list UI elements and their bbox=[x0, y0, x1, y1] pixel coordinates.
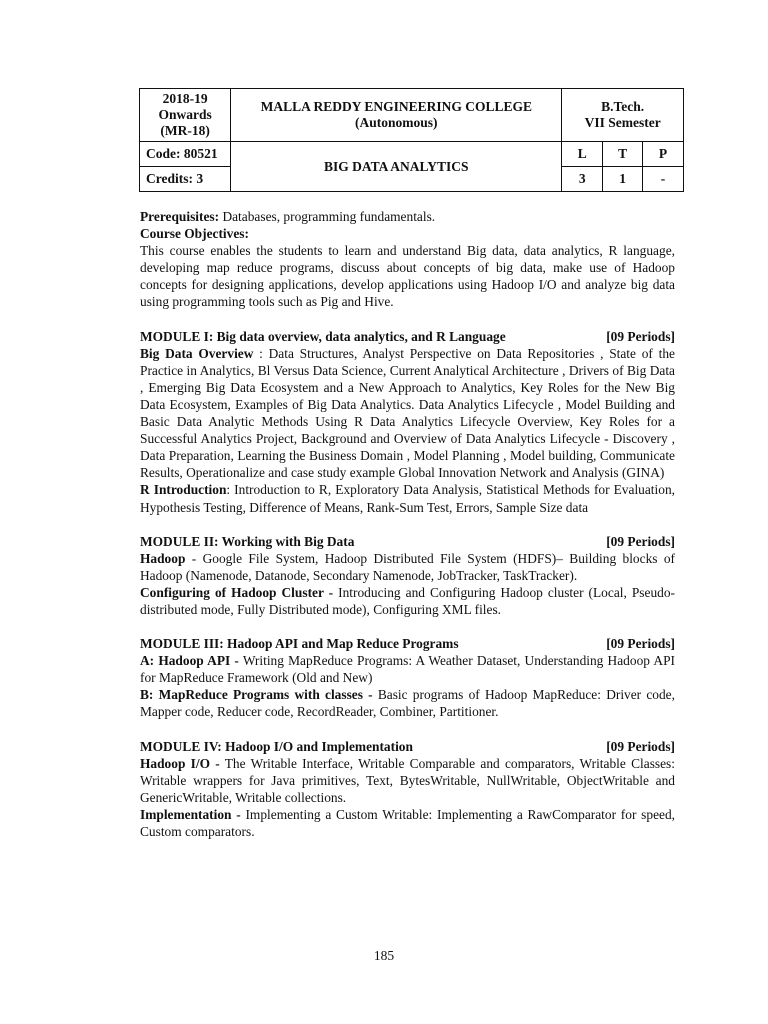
topic-text: : Introduction to R, Exploratory Data Analysis, Statistical Methods for Evaluation, Hypothesis Testing, Difference of Means, Rank-Sum Test, Errors, Sample Size data bbox=[140, 482, 675, 515]
year-line: Onwards bbox=[158, 107, 212, 122]
course-credits: Credits: 3 bbox=[140, 167, 231, 192]
module-heading bbox=[140, 738, 675, 755]
section-gap bbox=[140, 618, 675, 635]
topic-text: The Writable Interface, Writable Comparable and comparators, Writable Classes: Writable wrappers for Java primitives, Text, BytesWritable, NullWritable, ObjectWritable and GenericWritable, Writable collections. bbox=[140, 755, 675, 805]
semester-label: VII Semester bbox=[584, 115, 661, 130]
prerequisites-label: Prerequisites: bbox=[140, 209, 220, 224]
year-line: 2018-19 bbox=[162, 91, 208, 106]
course-code: Code: 80521 bbox=[140, 142, 231, 167]
topic-label: A: Hadoop API - bbox=[140, 653, 239, 669]
syllabus-body bbox=[140, 208, 675, 840]
topic-label: B: MapReduce Programs with classes - bbox=[140, 687, 373, 703]
college-name: MALLA REDDY ENGINEERING COLLEGE bbox=[260, 99, 532, 114]
topic-text: Introducing and Configuring Hadoop cluster (Local, Pseudo-distributed mode, Fully Distributed mode), Configuring XML files. bbox=[140, 584, 675, 617]
objectives-text: This course enables the students to learn and understand Big data, data analytics, R language, developing map reduce programs, discuss about concepts of big data, make use of Hadoop concepts for designing applications, develop applications using Hadoop I/O and analyze big data using programming tools such as Pig and Hive. bbox=[140, 243, 675, 310]
ltp-header-l: L bbox=[562, 142, 603, 167]
prerequisites-text: Databases, programming fundamentals. bbox=[219, 209, 436, 224]
ltp-value-t: 1 bbox=[603, 167, 643, 192]
topic-label: Hadoop I/O - bbox=[140, 755, 220, 771]
module-periods: [09 Periods] bbox=[606, 738, 675, 754]
course-title: BIG DATA ANALYTICS bbox=[231, 142, 562, 192]
degree-label: B.Tech. bbox=[601, 99, 645, 114]
section-gap bbox=[140, 721, 675, 738]
module-paragraph bbox=[140, 481, 675, 515]
module-paragraph bbox=[140, 345, 675, 482]
module-heading bbox=[140, 328, 675, 345]
prerequisites bbox=[140, 208, 675, 225]
module-paragraph bbox=[140, 652, 675, 686]
year-line: (MR-18) bbox=[160, 123, 210, 138]
module-paragraph bbox=[140, 550, 675, 584]
topic-text: Writing MapReduce Programs: A Weather Dataset, Understanding Hadoop API for MapReduce Framework (Old and New) bbox=[140, 653, 675, 686]
module-paragraph bbox=[140, 755, 675, 806]
topic-label: Big Data Overview bbox=[140, 345, 254, 361]
module-heading bbox=[140, 635, 675, 652]
module-title: MODULE II: Working with Big Data bbox=[140, 533, 355, 549]
module-title: MODULE IV: Hadoop I/O and Implementation bbox=[140, 738, 413, 754]
topic-label: Implementation - bbox=[140, 806, 241, 822]
year-cell bbox=[140, 89, 231, 142]
module-periods: [09 Periods] bbox=[606, 328, 675, 344]
college-cell bbox=[231, 89, 562, 142]
module-title: MODULE III: Hadoop API and Map Reduce Programs bbox=[140, 636, 459, 652]
topic-label: R Introduction bbox=[140, 482, 227, 498]
module-heading bbox=[140, 533, 675, 550]
module-paragraph bbox=[140, 686, 675, 720]
ltp-header-t: T bbox=[603, 142, 643, 167]
topic-text: - Google File System, Hadoop Distributed File System (HDFS)– Building blocks of Hadoop (Namenode, Datanode, Secondary Namenode, JobTracker, TaskTracker). bbox=[140, 550, 675, 583]
course-header-table bbox=[139, 88, 684, 192]
autonomous-label: (Autonomous) bbox=[355, 115, 438, 130]
module-periods: [09 Periods] bbox=[606, 636, 675, 652]
module-paragraph bbox=[140, 806, 675, 840]
program-cell bbox=[562, 89, 684, 142]
ltp-header-p: P bbox=[643, 142, 684, 167]
module-title: MODULE I: Big data overview, data analytics, and R Language bbox=[140, 328, 506, 344]
ltp-value-p: - bbox=[643, 167, 684, 192]
section-gap bbox=[140, 516, 675, 533]
module-paragraph bbox=[140, 584, 675, 618]
topic-text: Implementing a Custom Writable: Implementing a RawComparator for speed, Custom comparators. bbox=[140, 806, 675, 839]
module-periods: [09 Periods] bbox=[606, 533, 675, 549]
page-number: 185 bbox=[373, 948, 395, 963]
topic-label: Hadoop bbox=[140, 550, 186, 566]
topic-label: Configuring of Hadoop Cluster - bbox=[140, 584, 334, 600]
topic-text: Basic programs of Hadoop MapReduce: Driver code, Mapper code, Reducer code, RecordReader, Combiner, Partitioner. bbox=[140, 687, 675, 720]
ltp-value-l: 3 bbox=[562, 167, 603, 192]
objectives-label: Course Objectives: bbox=[140, 226, 249, 242]
topic-text: : Data Structures, Analyst Perspective on Data Repositories , State of the Practice in Analytics, Bl Versus Data Science, Current Analytical Architecture , Drivers of Big Data , Emerging Big Data Ecosystem and a New Approach to Analytics, Key Roles for the New Big Data Ecosystem, Examples of Big Data Analytics. Data Analytics Lifecycle , Model Building and Basic Data Analytic Methods Using R Data Analytics Lifecycle Overview, Key Roles for a Successful Analytics Project, Background and Overview of Data Analytics Lifecycle - Discovery , Data Preparation, Learning the Business Domain , Model Planning , Model building, Communicate Results, Operationalize and case study example Global Innovation Network and Analysis (GINA) bbox=[140, 345, 675, 481]
section-gap bbox=[140, 311, 675, 328]
